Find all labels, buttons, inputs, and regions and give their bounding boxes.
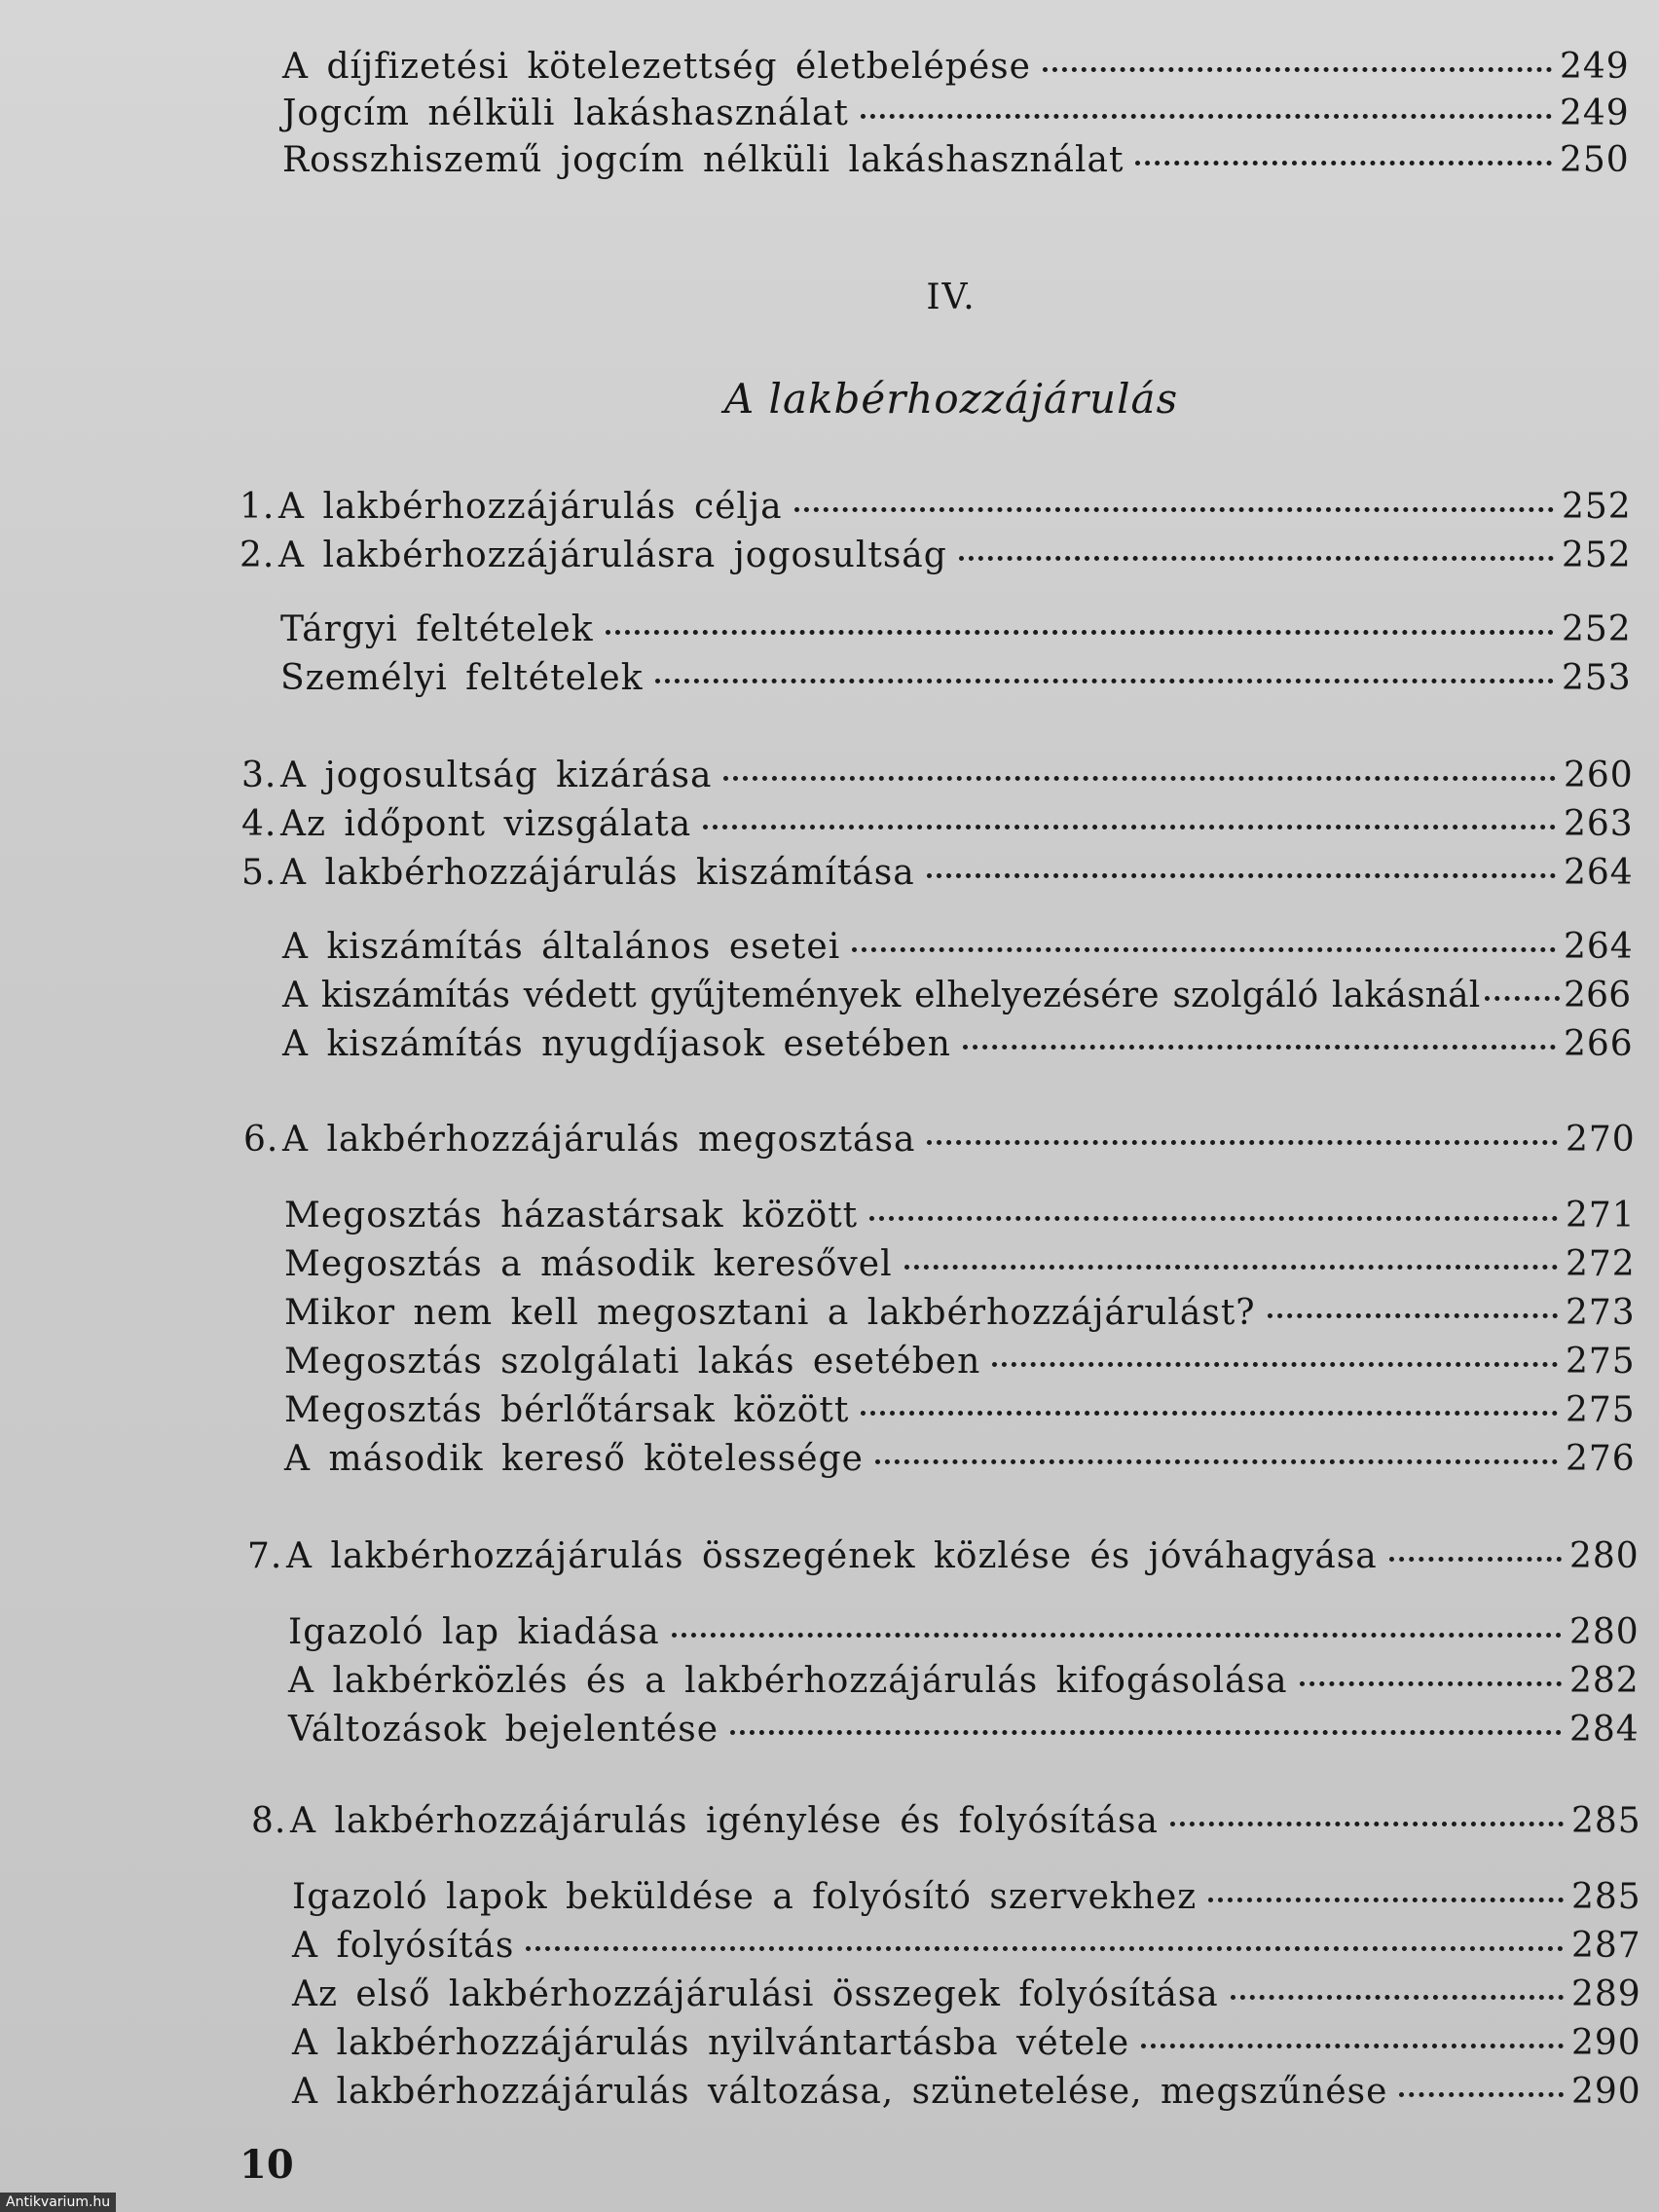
toc-entry-title: Változások bejelentése bbox=[288, 1710, 719, 1750]
toc-entry bbox=[284, 1342, 1636, 1382]
toc-entry bbox=[247, 1536, 1640, 1576]
dot-leader bbox=[1389, 1557, 1562, 1562]
toc-entry-title: A lakbérhozzájárulás megosztása bbox=[282, 1120, 916, 1160]
toc-entry-title: Az időpont vizsgálata bbox=[280, 804, 692, 844]
toc-entry bbox=[251, 1801, 1641, 1841]
dot-leader bbox=[1135, 161, 1552, 166]
toc-entry bbox=[243, 1120, 1636, 1160]
toc-entry-number: 7. bbox=[247, 1536, 283, 1576]
toc-entry-page: 285 bbox=[1571, 1801, 1641, 1841]
toc-entry-page: 272 bbox=[1566, 1244, 1636, 1284]
toc-entry bbox=[292, 1974, 1641, 2014]
toc-entry-title: A kiszámítás nyugdíjasok esetében bbox=[282, 1024, 951, 1064]
dot-leader bbox=[730, 1730, 1562, 1735]
toc-entry bbox=[280, 658, 1632, 698]
toc-entry-page: 280 bbox=[1569, 1612, 1640, 1652]
toc-entry-page: 252 bbox=[1562, 487, 1632, 527]
chapter-title: A lakbérhozzájárulás bbox=[723, 375, 1179, 423]
toc-entry-page: 285 bbox=[1571, 1877, 1641, 1917]
toc-entry bbox=[282, 93, 1630, 133]
toc-entry-title: A lakbérhozzájárulás igénylése és folyósítása bbox=[290, 1801, 1159, 1841]
toc-entry bbox=[288, 1612, 1640, 1652]
toc-entry bbox=[284, 1244, 1636, 1284]
toc-entry-title: A kiszámítás védett gyűjtemények elhelyezésére szolgáló lakásnál bbox=[282, 976, 1481, 1015]
toc-entry bbox=[292, 1926, 1641, 1966]
toc-entry bbox=[288, 1661, 1640, 1701]
toc-entry-title: A lakbérközlés és a lakbérhozzájárulás kifogásolása bbox=[288, 1661, 1288, 1701]
toc-entry-number: 3. bbox=[241, 756, 277, 795]
toc-entry-title: Tárgyi feltételek bbox=[280, 609, 594, 649]
watermark: Antikvarium.hu bbox=[0, 2193, 116, 2212]
dot-leader bbox=[703, 825, 1556, 830]
toc-entry-title: Személyi feltételek bbox=[280, 658, 644, 698]
toc-entry-title: Az első lakbérhozzájárulási összegek folyósítása bbox=[292, 1974, 1219, 2014]
toc-entry-title: A lakbérhozzájárulásra jogosultság bbox=[278, 535, 947, 575]
toc-entry-number: 1. bbox=[240, 487, 276, 527]
dot-leader bbox=[861, 1411, 1558, 1416]
toc-entry-title: A lakbérhozzájárulás változása, szünetelése, megszűnése bbox=[292, 2072, 1388, 2112]
dot-leader bbox=[794, 507, 1554, 512]
toc-entry bbox=[282, 47, 1630, 87]
toc-entry bbox=[282, 140, 1630, 180]
dot-leader bbox=[927, 873, 1556, 878]
toc-entry-page: 249 bbox=[1560, 47, 1630, 87]
dot-leader bbox=[963, 1045, 1556, 1050]
dot-leader bbox=[861, 114, 1552, 119]
toc-entry bbox=[292, 1877, 1641, 1917]
dot-leader bbox=[723, 776, 1556, 781]
toc-entry-title: Megosztás szolgálati lakás esetében bbox=[284, 1342, 981, 1382]
dot-leader bbox=[526, 1946, 1564, 1951]
dot-leader bbox=[672, 1633, 1562, 1638]
dot-leader bbox=[606, 630, 1554, 635]
dot-leader bbox=[992, 1362, 1558, 1367]
toc-entry-title: Igazoló lap kiadása bbox=[288, 1612, 660, 1652]
toc-entry-page: 290 bbox=[1571, 2072, 1641, 2112]
toc-entry-title: Jogcím nélküli lakáshasználat bbox=[282, 93, 849, 133]
toc-entry-page: 249 bbox=[1560, 93, 1630, 133]
dot-leader bbox=[1208, 1898, 1564, 1902]
toc-entry-title: Igazoló lapok beküldése a folyósító szervekhez bbox=[292, 1877, 1198, 1917]
dot-leader bbox=[655, 679, 1554, 683]
dot-leader bbox=[1399, 2092, 1564, 2097]
toc-entry-title: A lakbérhozzájárulás kiszámítása bbox=[280, 853, 915, 893]
toc-entry-number: 5. bbox=[241, 853, 277, 893]
toc-entry-page: 275 bbox=[1566, 1342, 1636, 1382]
toc-entry-page: 290 bbox=[1571, 2023, 1641, 2063]
toc-entry-title: A lakbérhozzájárulás összegének közlése és jóváhagyása bbox=[286, 1536, 1378, 1576]
toc-entry bbox=[284, 1439, 1636, 1479]
toc-entry-page: 250 bbox=[1560, 140, 1630, 180]
toc-entry-page: 266 bbox=[1564, 1024, 1634, 1064]
toc-entry-page: 270 bbox=[1566, 1120, 1636, 1160]
toc-entry-title: Megosztás a második keresővel bbox=[284, 1244, 893, 1284]
chapter-numeral: IV. bbox=[926, 277, 977, 317]
dot-leader bbox=[1268, 1313, 1558, 1318]
toc-entry-title: A második kereső kötelessége bbox=[284, 1439, 864, 1479]
toc-entry bbox=[284, 1293, 1636, 1333]
toc-entry-page: 264 bbox=[1564, 927, 1634, 967]
toc-entry-title: A kiszámítás általános esetei bbox=[282, 927, 841, 967]
toc-entry-page: 280 bbox=[1569, 1536, 1640, 1576]
dot-leader bbox=[959, 556, 1554, 561]
toc-entry-title: Rosszhiszemű jogcím nélküli lakáshasználat bbox=[282, 140, 1124, 180]
dot-leader bbox=[927, 1140, 1558, 1145]
toc-entry-page: 260 bbox=[1564, 756, 1634, 795]
toc-entry-title: A díjfizetési kötelezettség életbelépése bbox=[282, 47, 1031, 87]
dot-leader bbox=[1043, 67, 1552, 72]
dot-leader bbox=[1485, 996, 1560, 1001]
toc-entry-title: Megosztás házastársak között bbox=[284, 1196, 859, 1235]
toc-entry-page: 275 bbox=[1566, 1390, 1636, 1430]
dot-leader bbox=[904, 1265, 1558, 1270]
toc-entry bbox=[282, 1024, 1634, 1064]
toc-entry-number: 8. bbox=[251, 1801, 287, 1841]
toc-entry bbox=[241, 756, 1634, 795]
toc-entry-number: 4. bbox=[241, 804, 277, 844]
toc-entry bbox=[282, 976, 1632, 1015]
toc-entry bbox=[292, 2023, 1641, 2063]
dot-leader bbox=[1170, 1822, 1564, 1826]
toc-entry-page: 252 bbox=[1562, 535, 1632, 575]
toc-entry-page: 266 bbox=[1564, 976, 1632, 1015]
toc-entry-page: 287 bbox=[1571, 1926, 1641, 1966]
toc-entry-page: 276 bbox=[1566, 1439, 1636, 1479]
toc-entry-page: 284 bbox=[1569, 1710, 1640, 1750]
toc-entry bbox=[292, 2072, 1641, 2112]
toc-entry bbox=[282, 927, 1634, 967]
toc-entry-number: 6. bbox=[243, 1120, 279, 1160]
toc-entry-title: A jogosultság kizárása bbox=[280, 756, 713, 795]
page-number: 10 bbox=[240, 2142, 294, 2188]
toc-entry bbox=[280, 609, 1632, 649]
toc-entry-title: A lakbérhozzájárulás célja bbox=[278, 487, 783, 527]
toc-entry-page: 263 bbox=[1564, 804, 1634, 844]
toc-entry bbox=[288, 1710, 1640, 1750]
dot-leader bbox=[869, 1216, 1558, 1221]
toc-entry-page: 273 bbox=[1566, 1293, 1636, 1333]
toc-entry bbox=[284, 1196, 1636, 1235]
dot-leader bbox=[1141, 2044, 1564, 2048]
toc-entry-title: Megosztás bérlőtársak között bbox=[284, 1390, 850, 1430]
toc-entry bbox=[284, 1390, 1636, 1430]
toc-entry-title: A lakbérhozzájárulás nyilvántartásba vétele bbox=[292, 2023, 1130, 2063]
dot-leader bbox=[852, 947, 1556, 952]
toc-entry-number: 2. bbox=[240, 535, 276, 575]
dot-leader bbox=[1231, 1995, 1564, 2000]
toc-entry-title: Mikor nem kell megosztani a lakbérhozzájárulást? bbox=[284, 1293, 1256, 1333]
toc-entry-page: 264 bbox=[1564, 853, 1634, 893]
toc-entry-page: 253 bbox=[1562, 658, 1632, 698]
toc-entry-title: A folyósítás bbox=[292, 1926, 515, 1966]
toc-entry bbox=[240, 535, 1632, 575]
toc-entry bbox=[240, 487, 1632, 527]
toc-entry-page: 282 bbox=[1569, 1661, 1640, 1701]
dot-leader bbox=[1300, 1681, 1562, 1686]
toc-entry-page: 252 bbox=[1562, 609, 1632, 649]
toc-entry-page: 271 bbox=[1566, 1196, 1636, 1235]
toc-entry bbox=[241, 853, 1634, 893]
toc-entry bbox=[241, 804, 1634, 844]
dot-leader bbox=[875, 1459, 1558, 1464]
toc-entry-page: 289 bbox=[1571, 1974, 1641, 2014]
